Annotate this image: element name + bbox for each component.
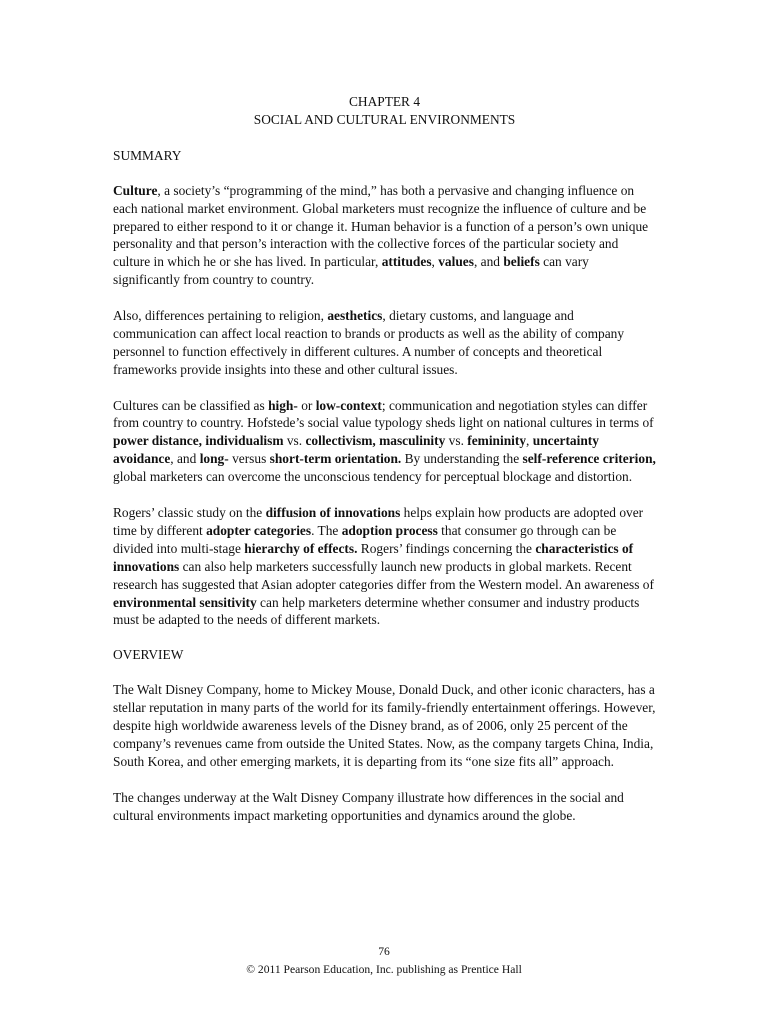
text-run: Also, differences pertaining to religion, bbox=[113, 308, 328, 324]
text-run: , a society’s “programming of the mind,” has both a pervasive and changing influence on each national market environment. Global marketers must recognize the influence of culture and be prepared to either respond to it or change it. Human behavior is a function of a person’s own unique personality and that person’s interaction with the collective forces of the particular society and culture in which he or she has lived. In particular, bbox=[113, 182, 649, 270]
overview-paragraph-1 bbox=[113, 681, 656, 771]
bold-term: attitudes bbox=[381, 254, 432, 270]
text-run: versus bbox=[228, 451, 270, 467]
bold-term: high- bbox=[268, 397, 298, 413]
bold-term: long- bbox=[199, 451, 229, 467]
text-run: can help marketers determine whether consumer and industry products must be adapted to the needs of different markets. bbox=[113, 594, 640, 628]
bold-term: environmental sensitivity bbox=[113, 594, 257, 610]
bold-term: low-context bbox=[315, 397, 382, 413]
bold-term: hierarchy of effects. bbox=[244, 540, 358, 556]
chapter-title: SOCIAL AND CULTURAL ENVIRONMENTS bbox=[253, 111, 516, 127]
section-heading-summary: SUMMARY bbox=[113, 147, 182, 163]
text-run: can vary significantly from country to country. bbox=[113, 254, 589, 288]
bold-term: power distance, individualism bbox=[113, 433, 284, 449]
text-run: The Walt Disney Company, home to Mickey Mouse, Donald Duck, and other iconic characters, has a stellar reputation in many parts of the world for its family-friendly entertainment offerings. However, despite high worldwide awareness levels of the Disney brand, as of 2006, only 25 percent of the company’s revenues came from outside the United States. Now, as the company targets China, India, South Korea, and other emerging markets, it is departing from its “one size fits all” approach. bbox=[113, 682, 656, 769]
text-run: By understanding the bbox=[401, 451, 523, 467]
bold-term: uncertainty avoidance bbox=[113, 433, 599, 467]
text-run: , bbox=[431, 254, 439, 270]
summary-paragraph-4 bbox=[113, 504, 656, 629]
page-content bbox=[113, 93, 656, 842]
text-run: helps explain how products are adopted over time by different bbox=[113, 504, 644, 538]
overview-paragraph-2 bbox=[113, 789, 656, 825]
summary-paragraph-1 bbox=[113, 182, 656, 289]
text-run: . The bbox=[311, 522, 342, 538]
text-run: Rogers’ findings concerning the bbox=[357, 540, 536, 556]
bold-term: adopter categories bbox=[206, 522, 312, 538]
text-run: , and bbox=[170, 451, 200, 467]
summary-section bbox=[113, 147, 656, 630]
text-run: ; communication and negotiation styles can differ from country to country. Hofstede’s social value typology sheds light on national cultures in terms of bbox=[113, 397, 654, 431]
text-run: Cultures can be classified as bbox=[113, 397, 269, 413]
bold-term: diffusion of innovations bbox=[265, 504, 401, 520]
overview-section bbox=[113, 646, 656, 824]
bold-term: collectivism, masculinity bbox=[305, 433, 446, 449]
text-run: , dietary customs, and language and communication can affect local reaction to brands or products as well as the ability of company personnel to function effectively in different cultures. A number of concepts and theoretical frameworks provide insights into these and other cultural issues. bbox=[113, 308, 625, 377]
text-run: can also help marketers successfully launch new products in global markets. Recent research has suggested that Asian adopter categories differ from the Western model. An awareness of bbox=[113, 558, 654, 592]
bold-term: self-reference criterion, bbox=[522, 451, 656, 467]
section-heading-overview: OVERVIEW bbox=[113, 647, 184, 663]
summary-paragraph-3 bbox=[113, 397, 656, 487]
text-run: vs. bbox=[283, 433, 306, 449]
summary-paragraph-2 bbox=[113, 307, 656, 379]
page-number: 76 bbox=[378, 945, 390, 958]
text-run: vs. bbox=[445, 433, 468, 449]
bold-term: short-term orientation. bbox=[269, 451, 402, 467]
bold-term: values bbox=[438, 254, 474, 270]
bold-term: Culture bbox=[113, 182, 158, 198]
text-run: Rogers’ classic study on the bbox=[113, 504, 266, 520]
bold-term: adoption process bbox=[341, 522, 438, 538]
text-run: that consumer go through can be divided into multi-stage bbox=[113, 522, 617, 556]
text-run: The changes underway at the Walt Disney Company illustrate how differences in the social and cultural environments impact marketing opportunities and dynamics around the globe. bbox=[113, 789, 624, 823]
chapter-number: CHAPTER 4 bbox=[348, 94, 421, 109]
text-run: , bbox=[526, 433, 533, 449]
bold-term: characteristics of innovations bbox=[113, 540, 634, 574]
copyright-notice: © 2011 Pearson Education, Inc. publishing as Prentice Hall bbox=[246, 963, 522, 976]
text-run: or bbox=[297, 397, 316, 413]
bold-term: femininity bbox=[467, 433, 527, 449]
text-run: global marketers can overcome the unconscious tendency for perceptual blockage and distortion. bbox=[113, 469, 633, 485]
bold-term: aesthetics bbox=[327, 308, 383, 324]
text-run: , and bbox=[473, 254, 504, 270]
bold-term: beliefs bbox=[503, 254, 540, 270]
